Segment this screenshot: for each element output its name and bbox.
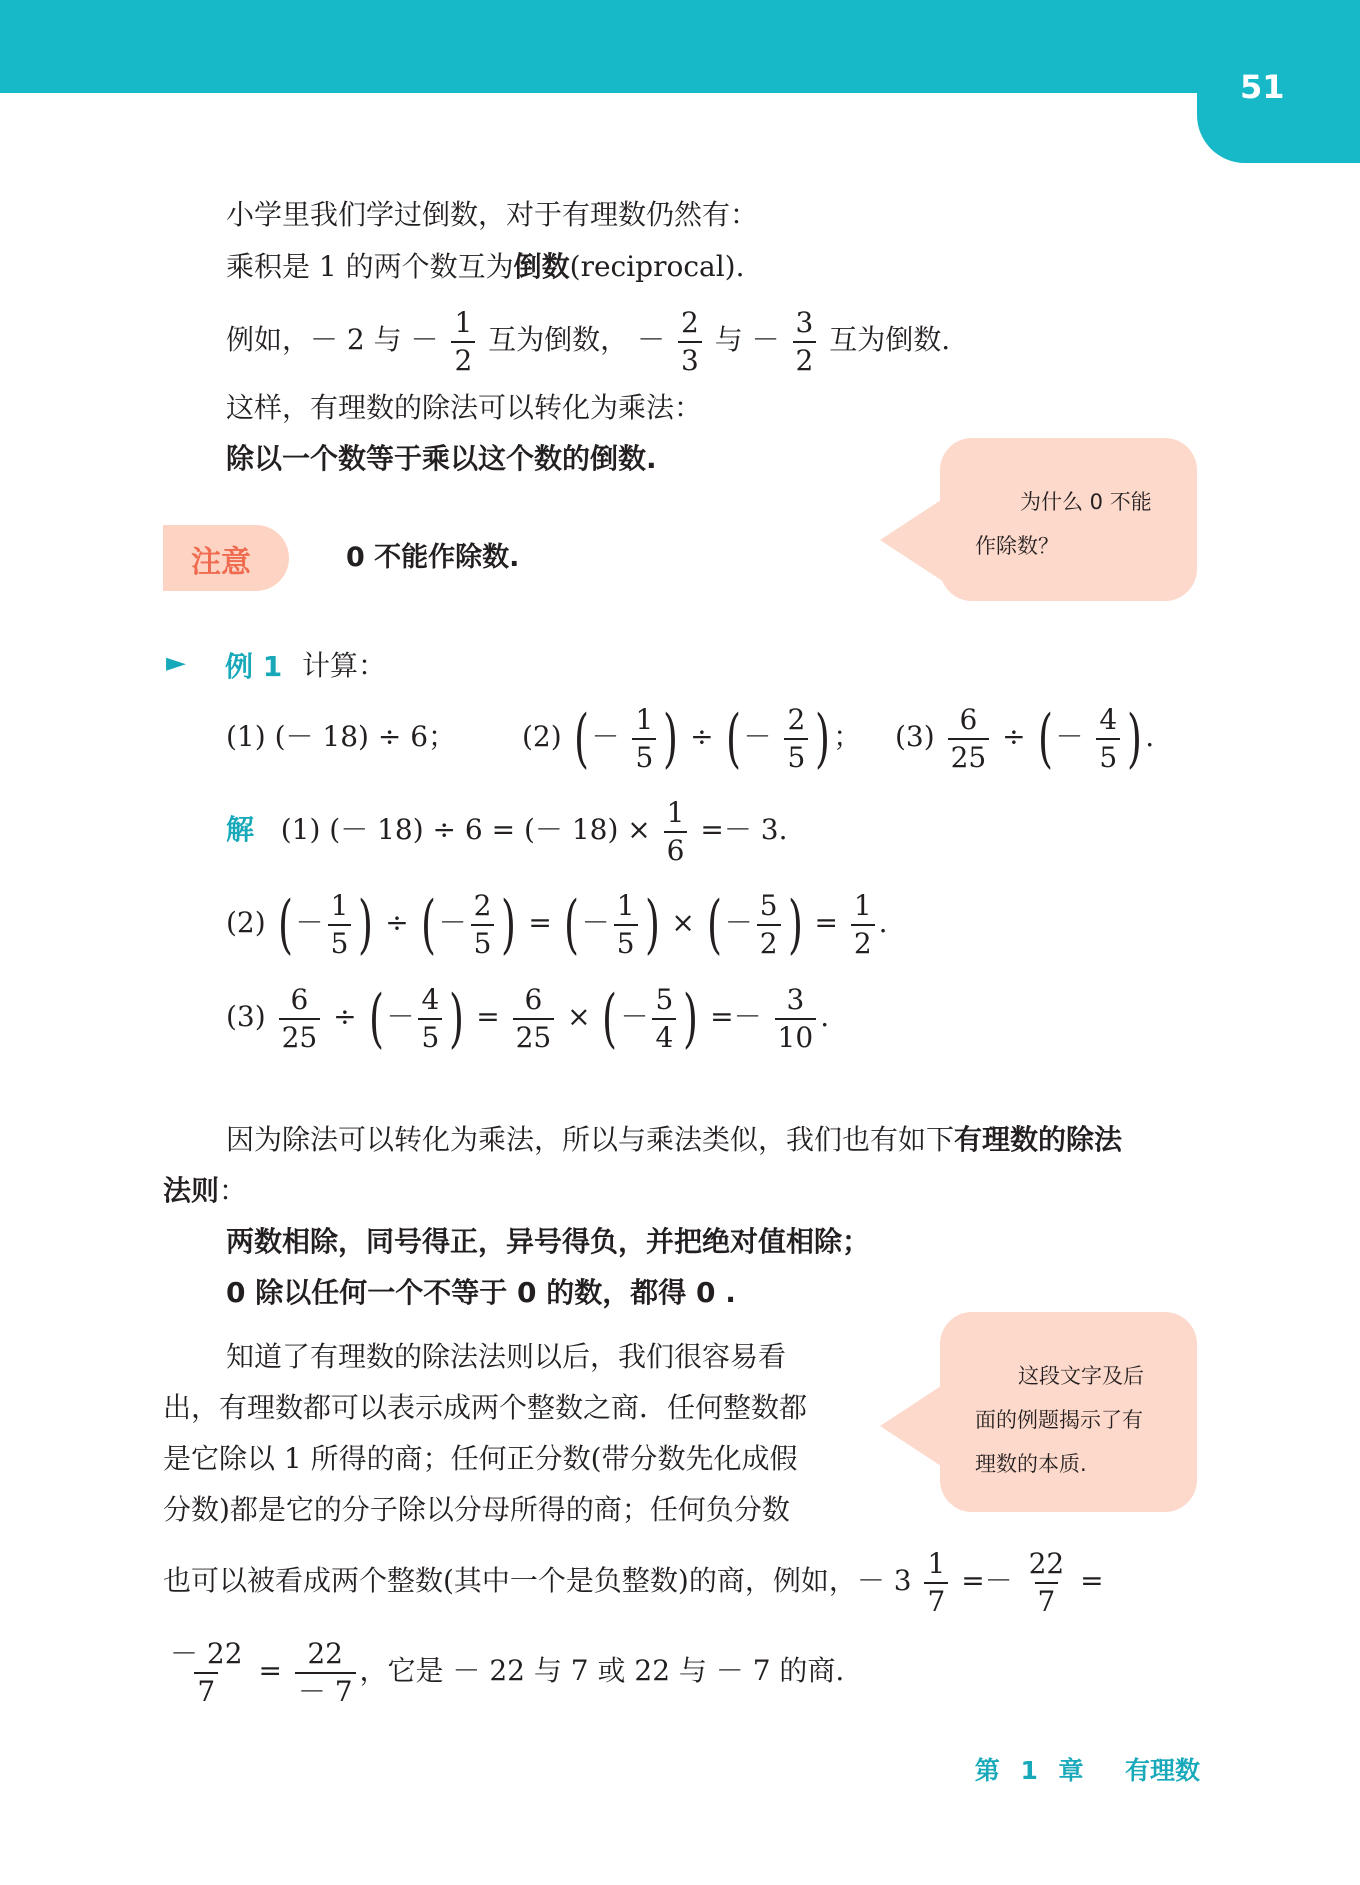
example-task: 计算： <box>302 649 387 682</box>
essence-line-5: 也可以被看成两个整数(其中一个是负整数)的商，例如，－ 3 $\frac{1}{7}$ =－ $\frac{22}{7}$ = <box>163 1546 1104 1618</box>
intro-line-4: 这样，有理数的除法可以转化为乘法： <box>226 391 703 424</box>
fraction: $\frac{4}{5}$ <box>1096 702 1120 776</box>
intro-line-1: 小学里我们学过倒数，对于有理数仍然有： <box>226 198 759 231</box>
fraction: $\frac{2}{3}$ <box>678 305 702 379</box>
fraction: $\frac{1}{2}$ <box>451 305 475 379</box>
rule-paragraph-2: 法则： <box>163 1174 248 1207</box>
fraction: $\frac{2}{5}$ <box>784 702 808 776</box>
fraction: $\frac{3}{2}$ <box>793 305 817 379</box>
solution-3: (3) $\frac{6}{25}$ ÷ ( － $\frac{4}{5}$ ) = $\frac{6}{25}$ × ( － $\frac{5}{4}$ ) =－ $\frac{3}{10}$ . <box>226 981 830 1056</box>
essence-line-2: 出，有理数都可以表示成两个整数之商．任何整数都 <box>163 1391 808 1424</box>
example-q1: (1) (－ 18) ÷ 6； <box>226 720 457 753</box>
rule-paragraph-1: 因为除法可以转化为乘法，所以与乘法类似，我们也有如下有理数的除法 <box>226 1123 1123 1156</box>
example-q3: (3) $\frac{6}{25}$ ÷ ( － $\frac{4}{5}$ ) . <box>895 701 1155 776</box>
fraction: $\frac{6}{25}$ <box>948 702 990 776</box>
speech-bubble-essence: 这段文字及后 面的例题揭示了有 理数的本质. <box>940 1312 1197 1512</box>
essence-line-6: $\frac{- 22}{7}$ = $\frac{22}{- 7}$ ，它是 － 22 与 7 或 22 与 － 7 的商. <box>170 1636 845 1708</box>
chapter-footer: 第 1 章 有理数 <box>974 1756 1200 1785</box>
fraction: $\frac{1}{6}$ <box>664 795 688 869</box>
essence-line-1: 知道了有理数的除法法则以后，我们很容易看 <box>226 1340 787 1373</box>
solution-1: 解 (1) (－ 18) ÷ 6 = (－ 18) × $\frac{1}{6}$ =－ 3. <box>226 795 788 867</box>
essence-line-3: 是它除以 1 所得的商；任何正分数(带分数先化成假 <box>163 1442 798 1475</box>
page-number: 51 <box>1240 68 1285 106</box>
essence-line-4: 分数)都是它的分子除以分母所得的商；任何负分数 <box>163 1493 790 1526</box>
solution-label: 解 <box>226 813 255 846</box>
note-badge: 注意 <box>163 525 289 591</box>
intro-line-2: 乘积是 1 的两个数互为倒数(reciprocal). <box>226 250 745 283</box>
header-bar <box>0 0 1360 93</box>
speech-bubble-question: 为什么 0 不能 作除数？ <box>940 438 1197 601</box>
rule-line-2: 0 除以任何一个不等于 0 的数，都得 0 . <box>226 1276 736 1309</box>
solution-2: (2) ( － $\frac{1}{5}$ ) ÷ ( － $\frac{2}{5}$ ) = ( － $\frac{1}{5}$ ) × ( － $\frac{5}{2}$ ) = $\frac{1}{2}$ . <box>226 887 888 962</box>
term-reciprocal: 倒数 <box>513 250 570 283</box>
play-arrow-icon: ► <box>166 648 186 678</box>
division-rule-statement: 除以一个数等于乘以这个数的倒数. <box>226 442 657 475</box>
intro-line-3: 例如，－ 2 与 － $\frac{1}{2}$ 互为倒数， － $\frac{2}{3}$ 与 － $\frac{3}{2}$ 互为倒数. <box>226 305 951 377</box>
note-text: 0 不能作除数. <box>346 542 520 573</box>
example-q2: (2) ( － $\frac{1}{5}$ ) ÷ ( － $\frac{2}{5}$ ) ； <box>522 701 862 776</box>
rule-line-1: 两数相除，同号得正，异号得负，并把绝对值相除； <box>226 1225 871 1258</box>
fraction: $\frac{1}{5}$ <box>632 702 656 776</box>
example-label: 例 1 <box>225 650 283 683</box>
